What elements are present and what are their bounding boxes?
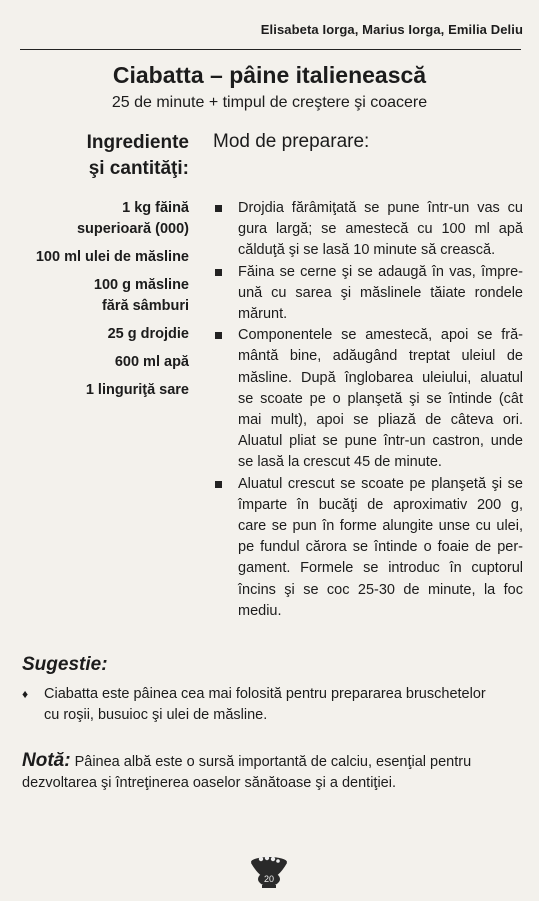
step-line: gura largă; se amestecă cu 100 ml apă <box>238 221 523 238</box>
step-line: pe fundul cărora se întinde o foaie de per- <box>238 539 523 556</box>
suggestion-line: cu roşii, busuioc şi ulei de măsline. <box>44 707 268 723</box>
step-line: mai mult), apoi se pliază de câteva ori. <box>238 412 523 429</box>
method-step <box>213 198 523 262</box>
step-line: Componentele se amestecă, apoi se fră- <box>238 327 523 344</box>
method-step <box>213 474 523 622</box>
ingredient-item <box>36 275 189 317</box>
ingredient-item <box>36 324 189 345</box>
ingredient-item <box>36 198 189 240</box>
step-line: se lasă la crescut 45 de minute. <box>238 454 442 471</box>
step-line: ună cu sarea şi măslinele tăiate rondele <box>238 284 523 301</box>
ingredient-line: superioară (000) <box>76 221 189 237</box>
step-line: se scoate pe o planşetă şi se întinde (cât <box>238 390 523 407</box>
note-text: Pâinea albă este o sursă importantă de calciu, esenţial pentru <box>74 754 472 770</box>
step-line: care se pun în forme alungite unse cu ulei, <box>238 518 523 535</box>
ingredient-line: 25 g drojdie <box>107 326 189 342</box>
square-bullet-icon <box>215 205 222 212</box>
suggestion-body <box>22 684 522 726</box>
step-line: Drojdia fărâmiţată se pune într-un vas cu <box>238 200 523 216</box>
diamond-bullet-icon: ♦ <box>22 687 29 701</box>
step-line: Făina se cerne şi se adaugă în vas, împre- <box>238 263 523 280</box>
ingredient-item <box>36 380 189 401</box>
recipe-time: 25 de minute + timpul de creştere şi coacere <box>111 94 428 111</box>
ingredient-line: 1 linguriţă sare <box>85 382 189 398</box>
ingredient-line: 600 ml apă <box>114 354 189 370</box>
square-bullet-icon <box>215 481 222 488</box>
ingredient-line: 100 ml ulei de măsline <box>35 249 189 265</box>
step-line: mediu. <box>238 602 282 619</box>
suggestion-text <box>22 684 522 726</box>
suggestion-line: Ciabatta este pâinea cea mai folosită pentru prepararea bruschetelor <box>44 686 486 702</box>
square-bullet-icon <box>215 332 222 339</box>
ingredient-line: 100 g măsline <box>93 277 189 293</box>
page-number: 20 <box>258 872 280 886</box>
ingredient-item <box>36 352 189 373</box>
step-line: Aluatul pliat se pune într-un castron, unde <box>238 433 523 450</box>
page-footer <box>244 852 294 892</box>
step-line: Aluatul crescut se scoate pe planşetă şi se <box>238 475 523 492</box>
note-label: Notă: <box>22 750 71 771</box>
method-heading: Mod de preparare: <box>213 131 370 152</box>
square-bullet-icon <box>215 269 222 276</box>
ingredients-heading <box>87 130 189 182</box>
header-rule <box>20 49 521 50</box>
note-line: dezvoltarea şi întreţinerea oaselor sănătoase şi a dentiţiei. <box>22 775 396 791</box>
note-block <box>22 750 522 794</box>
ingredient-line: 1 kg făină <box>122 200 189 216</box>
step-line: măsline. După înglobarea uleiului, aluatul <box>238 369 523 386</box>
note-first-line <box>22 750 522 773</box>
ingredients-list <box>36 198 189 401</box>
suggestion-heading: Sugestie: <box>22 654 108 675</box>
ingredients-heading-line: şi cantităţi: <box>88 158 189 179</box>
step-line: mântă bine, adăugând treptat uleiul de <box>238 348 523 365</box>
ingredient-line: fără sâmburi <box>101 298 189 314</box>
recipe-title: Ciabatta – pâine italienească <box>112 62 427 88</box>
method-steps <box>213 198 523 622</box>
step-line: mărunt. <box>238 306 288 323</box>
ingredients-heading-line: Ingrediente <box>86 132 189 153</box>
ingredient-item <box>36 247 189 268</box>
method-step <box>213 325 523 473</box>
step-line: împarte în bucăţi de aproximativ 200 g, <box>238 496 523 513</box>
running-header-authors: Elisabeta Iorga, Marius Iorga, Emilia Deliu <box>260 22 523 37</box>
method-step <box>213 262 523 326</box>
step-line: încins şi se coc 25-30 de minute, la foc <box>238 581 523 598</box>
step-line: gament. Formele se introduc în cuptorul <box>238 560 523 577</box>
step-line: călduţă şi se lasă 10 minute să crească. <box>238 242 496 259</box>
